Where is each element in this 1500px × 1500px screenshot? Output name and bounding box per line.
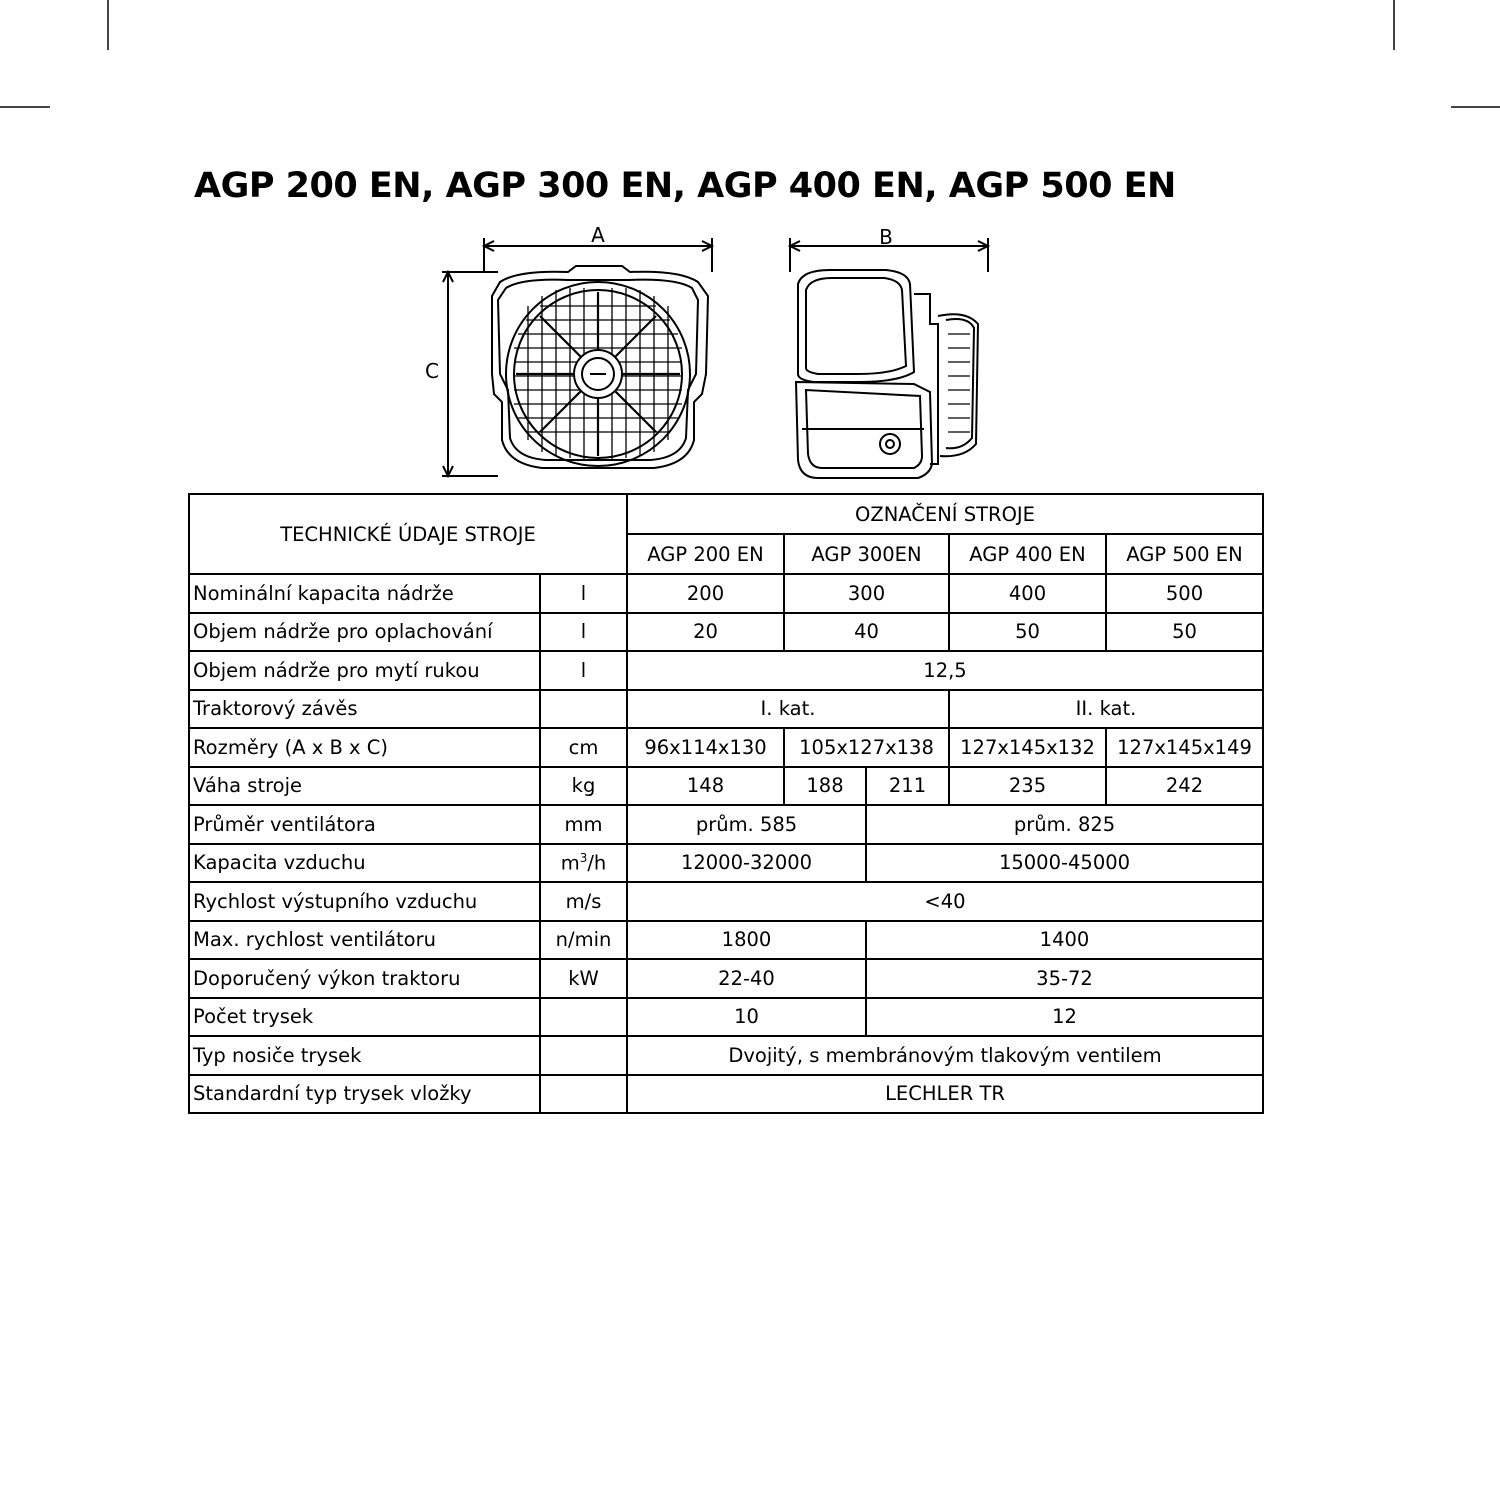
table-row: [189, 1036, 1263, 1075]
crop-mark: [1393, 0, 1395, 50]
row-unit: cm: [540, 728, 627, 767]
unit-tail: /h: [587, 851, 607, 875]
row-unit: kW: [540, 959, 627, 998]
table-row: [189, 651, 1263, 690]
row-unit: [540, 998, 627, 1037]
crop-mark: [1451, 106, 1500, 108]
row-label: Doporučený výkon traktoru: [189, 959, 540, 998]
row-label: Typ nosiče trysek: [189, 1036, 540, 1075]
cell-value: 242: [1106, 767, 1263, 806]
table-row: [189, 690, 1263, 729]
model-header: AGP 300EN: [784, 534, 949, 574]
header-technical-data: TECHNICKÉ ÚDAJE STROJE: [189, 494, 627, 574]
row-unit: m/s: [540, 882, 627, 921]
cell-value: 235: [949, 767, 1106, 806]
cell-value: 1400: [866, 921, 1263, 960]
cell-value: 12000-32000: [627, 844, 866, 883]
row-label: Rozměry (A x B x C): [189, 728, 540, 767]
row-unit: n/min: [540, 921, 627, 960]
cell-value: prům. 825: [866, 805, 1263, 844]
row-unit: [540, 690, 627, 729]
cell-value: 300: [784, 574, 949, 613]
row-label: Kapacita vzduchu: [189, 844, 540, 883]
model-header: AGP 500 EN: [1106, 534, 1263, 574]
table-row: [189, 844, 1263, 883]
table-row: [189, 921, 1263, 960]
cell-value: 12: [866, 998, 1263, 1037]
cell-value: 35-72: [866, 959, 1263, 998]
dimension-label-c: C: [425, 359, 439, 383]
row-label: Max. rychlost ventilátoru: [189, 921, 540, 960]
cell-value: 200: [627, 574, 784, 613]
crop-mark: [107, 0, 109, 50]
row-unit: mm: [540, 805, 627, 844]
cell-value: <40: [627, 882, 1263, 921]
spec-table: [188, 493, 1264, 1114]
cell-value: Dvojitý, s membránovým tlakovým ventilem: [627, 1036, 1263, 1075]
row-unit: l: [540, 651, 627, 690]
cell-value: 50: [949, 613, 1106, 652]
row-label: Rychlost výstupního vzduchu: [189, 882, 540, 921]
row-label: Objem nádrže pro oplachování: [189, 613, 540, 652]
row-unit: [540, 844, 627, 883]
row-label: Nominální kapacita nádrže: [189, 574, 540, 613]
model-header: AGP 400 EN: [949, 534, 1106, 574]
cell-value: 50: [1106, 613, 1263, 652]
row-label: Objem nádrže pro mytí rukou: [189, 651, 540, 690]
cell-value: 148: [627, 767, 784, 806]
header-machine-designation: OZNAČENÍ STROJE: [627, 494, 1263, 534]
row-unit: l: [540, 574, 627, 613]
cell-value: 188: [784, 767, 866, 806]
sprayer-drawing: [418, 224, 998, 486]
cell-value: 400: [949, 574, 1106, 613]
cell-value: 105x127x138: [784, 728, 949, 767]
cell-value: 500: [1106, 574, 1263, 613]
row-unit: [540, 1036, 627, 1075]
row-label: Počet trysek: [189, 998, 540, 1037]
cell-value: 96x114x130: [627, 728, 784, 767]
table-row: [189, 959, 1263, 998]
table-row: [189, 574, 1263, 613]
dimension-label-a: A: [591, 224, 605, 247]
cell-value: I. kat.: [627, 690, 949, 729]
row-unit: [540, 1075, 627, 1114]
cell-value: 12,5: [627, 651, 1263, 690]
cell-value: 20: [627, 613, 784, 652]
crop-mark: [0, 106, 50, 108]
table-row: [189, 1075, 1263, 1114]
table-row: [189, 882, 1263, 921]
row-unit: kg: [540, 767, 627, 806]
table-row: [189, 613, 1263, 652]
cell-value: 127x145x149: [1106, 728, 1263, 767]
row-label: Traktorový závěs: [189, 690, 540, 729]
row-label: Průměr ventilátora: [189, 805, 540, 844]
row-unit: l: [540, 613, 627, 652]
table-row: [189, 805, 1263, 844]
model-header: AGP 200 EN: [627, 534, 784, 574]
page-title: AGP 200 EN, AGP 300 EN, AGP 400 EN, AGP 500 EN: [194, 166, 1176, 206]
table-header-row: [189, 494, 1263, 534]
unit-superscript: 3: [579, 851, 588, 865]
cell-value: 15000-45000: [866, 844, 1263, 883]
table-row: [189, 767, 1263, 806]
dimension-label-b: B: [879, 225, 893, 249]
cell-value: 211: [866, 767, 949, 806]
cell-value: 40: [784, 613, 949, 652]
cell-value: 22-40: [627, 959, 866, 998]
cell-value: 127x145x132: [949, 728, 1106, 767]
cell-value: LECHLER TR: [627, 1075, 1263, 1114]
cell-value: II. kat.: [949, 690, 1263, 729]
table-row: [189, 728, 1263, 767]
row-label: Váha stroje: [189, 767, 540, 806]
unit-base: m: [560, 851, 580, 875]
cell-value: 1800: [627, 921, 866, 960]
table-row: [189, 998, 1263, 1037]
row-label: Standardní typ trysek vložky: [189, 1075, 540, 1114]
cell-value: prům. 585: [627, 805, 866, 844]
cell-value: 10: [627, 998, 866, 1037]
